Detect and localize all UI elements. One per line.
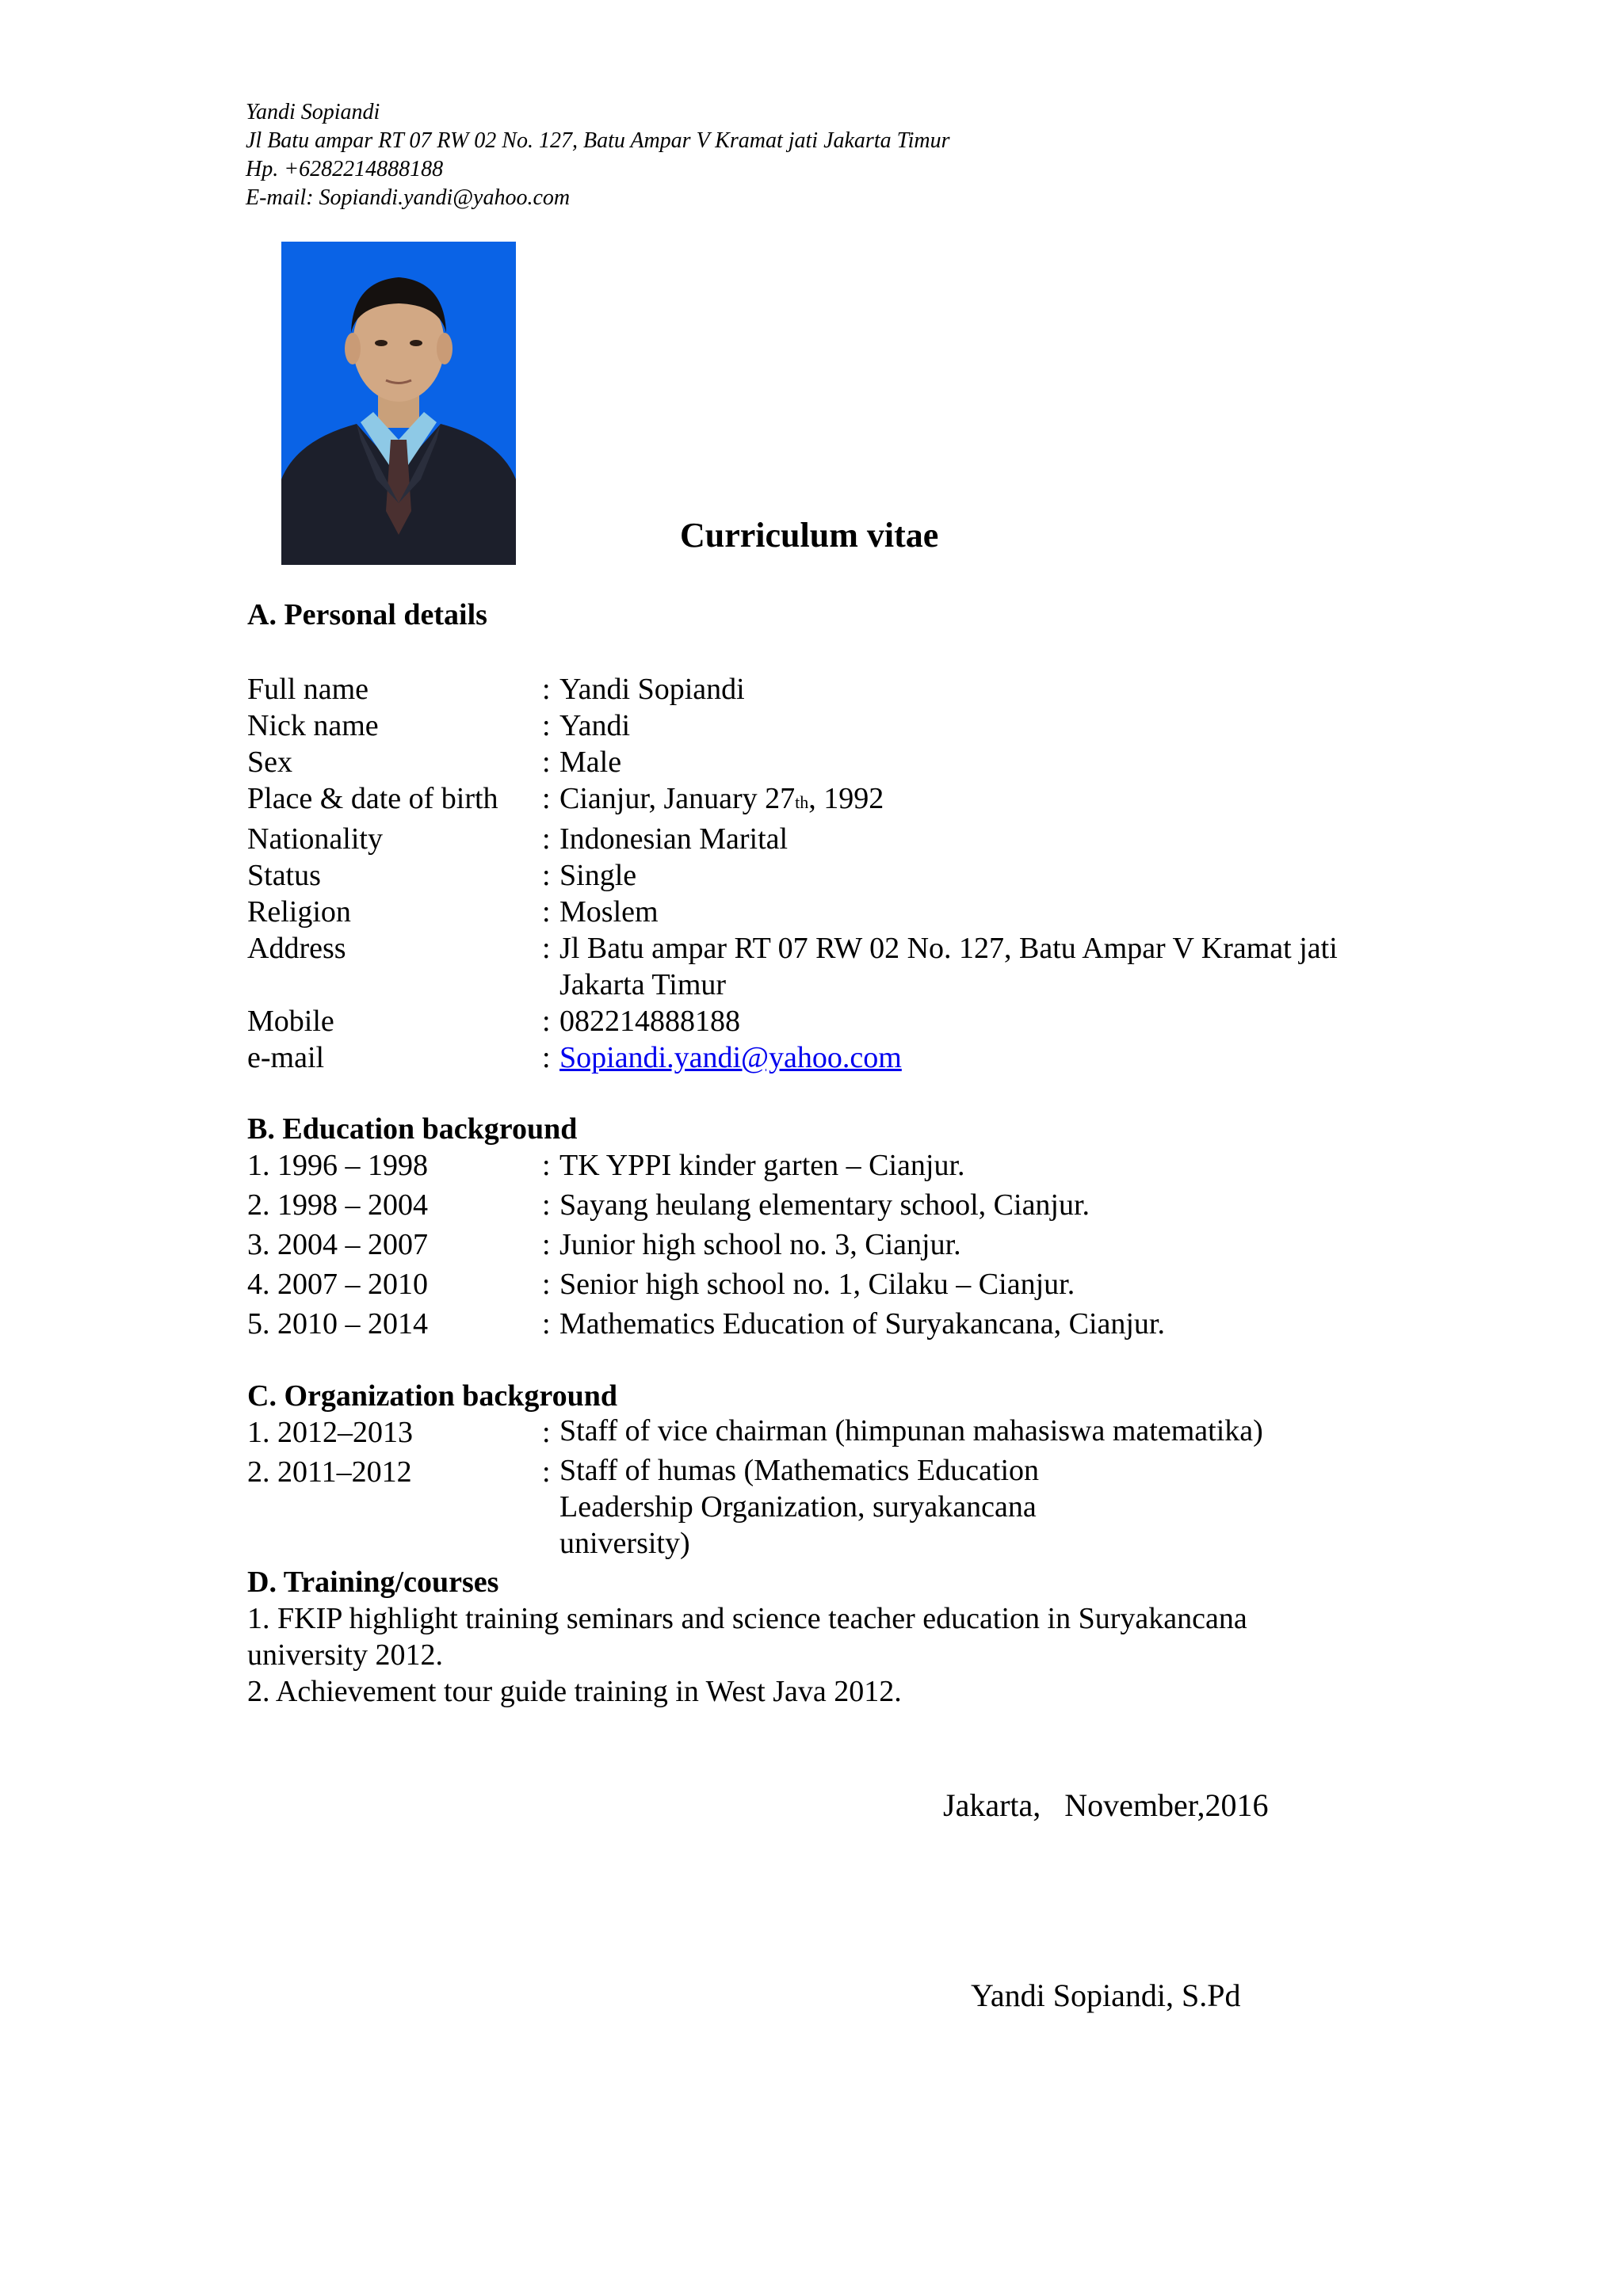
value-nick-name: Yandi — [559, 709, 631, 742]
education-item: 2. 1998 – 2004 : Sayang heulang elementary school, Cianjur. — [247, 1185, 1436, 1225]
birth-year: , 1992 — [808, 782, 884, 815]
education-desc: Sayang heulang elementary school, Cianjur. — [559, 1188, 1090, 1222]
education-years: 3. 2004 – 2007 — [247, 1228, 428, 1261]
portrait-photo — [281, 242, 516, 565]
education-years: 5. 2010 – 2014 — [247, 1307, 428, 1341]
organization-years: 1. 2012–2013 — [247, 1416, 413, 1449]
value-nationality: Indonesian Marital — [559, 822, 789, 856]
portrait-icon — [281, 242, 516, 565]
birth-ordinal-suffix: th — [795, 792, 809, 812]
organization-item: 1. 2012–2013 : Staff of vice chairman (himpunan mahasiswa matematika) — [247, 1413, 1436, 1452]
personal-row-email: e-mail : Sopiandi.yandi@yahoo.com — [247, 1041, 902, 1074]
education-years: 4. 2007 – 2010 — [247, 1268, 428, 1301]
birth-date-main: Cianjur, January 27 — [559, 782, 796, 815]
education-heading: B. Education background — [247, 1112, 578, 1146]
label-nick-name: Nick name — [247, 709, 379, 742]
personal-details — [247, 671, 1436, 1076]
label-religion: Religion — [247, 895, 351, 929]
personal-row-address: Address : Jl Batu ampar RT 07 RW 02 No. 127, Batu Ampar V Kramat jati Jakarta Timur — [247, 930, 1436, 1003]
training-heading: D. Training/courses — [247, 1566, 499, 1599]
city-date: Jakarta, November,2016 — [943, 1787, 1269, 1823]
contact-header — [246, 98, 950, 212]
value-status: Single — [559, 859, 637, 892]
education-years: 2. 1998 – 2004 — [247, 1188, 428, 1222]
organization-heading: C. Organization background — [247, 1379, 617, 1413]
label-status: Status — [247, 859, 321, 892]
education-desc: TK YPPI kinder garten – Cianjur. — [559, 1149, 965, 1182]
organization-years: 2. 2011–2012 — [247, 1455, 412, 1489]
value-mobile: 082214888188 — [559, 1005, 740, 1038]
education-item: 1. 1996 – 1998 : TK YPPI kinder garten – Cianjur. — [247, 1146, 1436, 1185]
personal-row-birth: Place & date of birth : Cianjur, January 27th, 1992 — [247, 780, 1436, 821]
education-item: 5. 2010 – 2014 : Mathematics Education of Suryakancana, Cianjur. — [247, 1304, 1436, 1344]
email-link[interactable]: Sopiandi.yandi@yahoo.com — [559, 1041, 902, 1074]
label-address: Address — [247, 932, 346, 965]
personal-details-heading: A. Personal details — [247, 598, 487, 631]
personal-row-religion: Religion : Moslem — [247, 894, 1436, 930]
header-name: Yandi Sopiandi — [246, 100, 380, 124]
label-sex: Sex — [247, 746, 292, 779]
label-mobile: Mobile — [247, 1005, 334, 1038]
label-full-name: Full name — [247, 673, 369, 706]
organization-item: 2. 2011–2012 : Staff of humas (Mathematics Education Leadership Organization, suryakancana university) — [247, 1452, 1436, 1562]
value-full-name: Yandi Sopiandi — [559, 673, 745, 706]
header-address: Jl Batu ampar RT 07 RW 02 No. 127, Batu Ampar V Kramat jati Jakarta Timur — [246, 128, 950, 153]
organization-list — [247, 1413, 1436, 1562]
training-item: 2. Achievement tour guide training in West Java 2012. — [247, 1675, 902, 1708]
education-years: 1. 1996 – 1998 — [247, 1149, 428, 1182]
personal-row-mobile: Mobile : 082214888188 — [247, 1003, 1436, 1039]
personal-row-status: Status : Single — [247, 857, 1436, 894]
education-desc: Senior high school no. 1, Cilaku – Cianjur. — [559, 1268, 1075, 1301]
education-item: 4. 2007 – 2010 : Senior high school no. 1, Cilaku – Cianjur. — [247, 1264, 1436, 1304]
value-religion: Moslem — [559, 895, 659, 929]
education-desc: Junior high school no. 3, Cianjur. — [559, 1228, 961, 1261]
header-phone: Hp. +6282214888188 — [246, 157, 444, 181]
document-title: Curriculum vitae — [680, 516, 939, 555]
personal-row-nationality: Nationality : Indonesian Marital — [247, 821, 1436, 857]
organization-desc: Staff of vice chairman (himpunan mahasiswa matematika) — [559, 1414, 1263, 1447]
education-desc: Mathematics Education of Suryakancana, Cianjur. — [559, 1307, 1165, 1341]
label-birth: Place & date of birth — [247, 782, 498, 815]
education-list — [247, 1146, 1436, 1344]
label-email: e-mail — [247, 1041, 325, 1074]
value-sex: Male — [559, 746, 622, 779]
personal-row-full-name: Full name : Yandi Sopiandi — [247, 671, 1436, 707]
organization-desc: Staff of humas (Mathematics Education Leadership Organization, suryakancana university) — [559, 1454, 1040, 1560]
label-nationality: Nationality — [247, 822, 383, 856]
personal-row-nick-name: Nick name : Yandi — [247, 707, 1436, 744]
education-item: 3. 2004 – 2007 : Junior high school no. 3, Cianjur. — [247, 1225, 1436, 1264]
personal-row-sex: Sex : Male — [247, 744, 1436, 780]
training-list — [247, 1600, 1357, 1710]
header-email: E-mail: Sopiandi.yandi@yahoo.com — [246, 185, 571, 210]
value-birth — [559, 780, 1436, 821]
value-address: Jl Batu ampar RT 07 RW 02 No. 127, Batu Ampar V Kramat jati Jakarta Timur — [559, 932, 1338, 1001]
training-item: 1. FKIP highlight training seminars and science teacher education in Suryakancana university 2012. — [247, 1602, 1247, 1672]
signature-name: Yandi Sopiandi, S.Pd — [971, 1978, 1241, 2013]
